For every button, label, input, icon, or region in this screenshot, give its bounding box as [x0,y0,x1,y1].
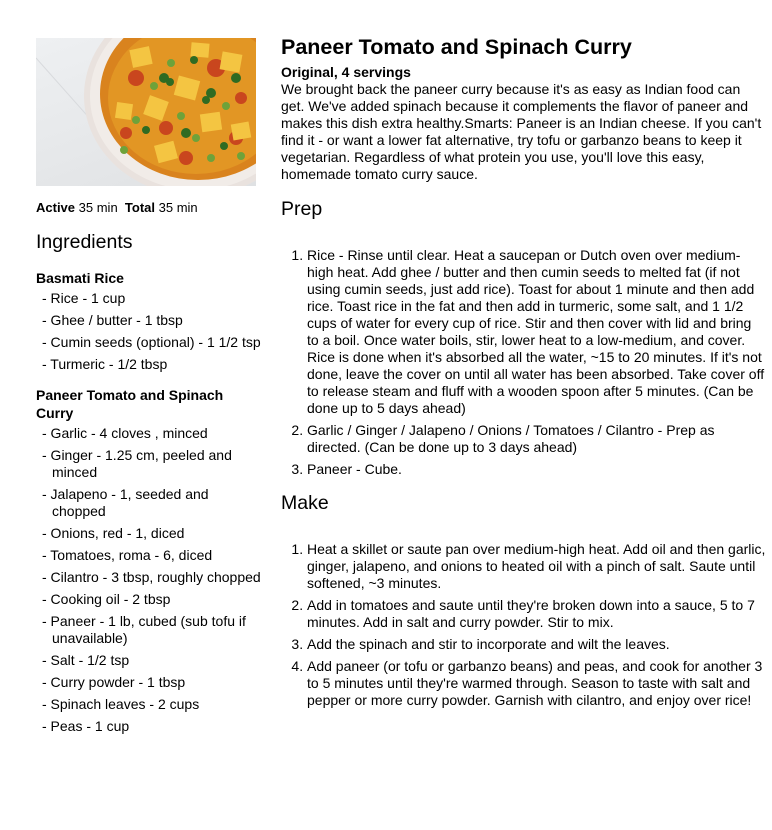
make-steps [281,541,766,709]
ingredient-item: - Spinach leaves - 2 cups [42,696,200,712]
right-column [281,34,766,714]
active-time-label: Active [36,200,76,215]
make-step: 1. Heat a skillet or saute pan over medium-high heat. Add oil and then garlic, ginger, jalapeno, and onions to heated oil with a pinch of salt. Saute until softened, ~3 minutes. [307,541,766,592]
ingredient-group-title: Paneer Tomato and Spinach Curry [36,387,224,421]
ingredients-heading: Ingredients [36,231,133,253]
ingredient-item: - Cilantro - 3 tbsp, roughly chopped [42,569,261,585]
ingredient-item: - Paneer - 1 lb, cubed (sub tofu if unavailable) [42,613,246,646]
recipe-title: Paneer Tomato and Spinach Curry [281,35,632,59]
servings-label: Original, 4 servings [281,64,411,80]
ingredient-item: - Turmeric - 1/2 tbsp [42,356,168,372]
ingredient-item: - Tomatoes, roma - 6, diced [42,547,213,563]
ingredient-item: - Curry powder - 1 tbsp [42,674,186,690]
prep-steps [281,247,766,478]
ingredient-item: - Rice - 1 cup [42,290,126,306]
active-time-value: 35 min [78,200,118,215]
cook-times [36,200,261,216]
make-step: 2. Add in tomatoes and saute until they're broken down into a sauce, 5 to 7 minutes. Add in salt and curry powder. Stir to mix. [307,597,766,631]
ingredient-item: - Peas - 1 cup [42,718,130,734]
total-time-label: Total [124,200,156,215]
ingredient-item: - Cooking oil - 2 tbsp [42,591,171,607]
prep-step: 1. Rice - Rinse until clear. Heat a saucepan or Dutch oven over medium-high heat. Add ghee / butter and then cumin seeds to melted fat (if not using cumin seeds, just add rice). Toast for about 1 minute and then add rice. Toast rice in the fat and then add in turmeric, some salt, and 1 1/2 cups of water for every cup of rice. Stir and then cover with lid and bring to a boil. Once water boils, stir, lower heat to a low-medium, and cover. Rice is done when it's absorbed all the water, ~15 to 20 minutes. If it's not done, leave the cover on until all water has been absorbed. Take cover off to release steam and fluff with a wooden spoon after 5 minutes. (Can be done up to 5 days ahead) [307,247,766,417]
prep-step: 3. Paneer - Cube. [307,461,766,478]
make-step: 4. Add paneer (or tofu or garbanzo beans) and peas, and cook for another 3 to 5 minutes until they're warmed through. Season to taste with salt and pepper or more curry powder. Garnish with cilantro, and enjoy over rice! [307,658,766,709]
make-step: 3. Add the spinach and stir to incorporate and wilt the leaves. [307,636,766,653]
recipe-photo [36,38,256,186]
ingredient-item: - Cumin seeds (optional) - 1 1/2 tsp [42,334,261,350]
ingredient-group-title: Basmati Rice [36,270,124,286]
recipe-description: We brought back the paneer curry because it's as easy as Indian food can get. We've added spinach because it complements the flavor of paneer and makes this dish extra healthy.Smarts: Paneer is an Indian cheese. If you can't find it - or want a lower fat alternative, try tofu or garbanzo beans to keep it vegetarian. Regardless of what protein you use, you'll love this easy, homemade tomato curry sauce. [281,81,762,182]
ingredient-item: - Ghee / butter - 1 tbsp [42,312,183,328]
ingredient-item: - Ginger - 1.25 cm, peeled and minced [42,447,232,480]
ingredient-item: - Onions, red - 1, diced [42,525,185,541]
make-heading: Make [281,492,329,514]
curry-bowl-photo-icon [36,38,256,186]
ingredient-list [36,290,261,373]
ingredient-item: - Jalapeno - 1, seeded and chopped [42,486,209,519]
left-column [36,38,261,740]
prep-heading: Prep [281,198,323,220]
total-time-value: 35 min [158,200,198,215]
ingredient-item: - Garlic - 4 cloves , minced [42,425,208,441]
ingredient-list [36,425,261,735]
ingredient-item: - Salt - 1/2 tsp [42,652,130,668]
prep-step: 2. Garlic / Ginger / Jalapeno / Onions / Tomatoes / Cilantro - Prep as directed. (Can be done up to 3 days ahead) [307,422,766,456]
